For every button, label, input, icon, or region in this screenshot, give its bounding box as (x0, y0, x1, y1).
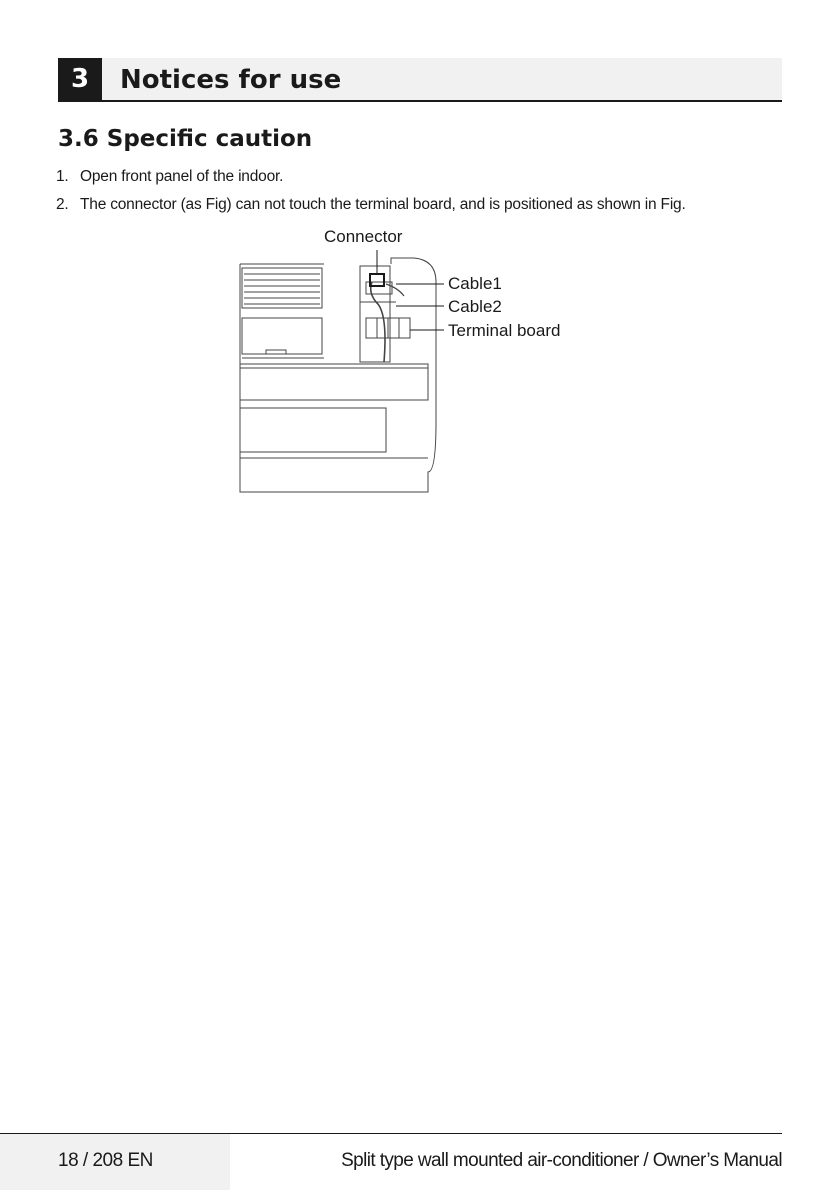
footer-document-title: Split type wall mounted air-conditioner / Owner’s Manual (341, 1150, 782, 1171)
connector-label: Connector (324, 227, 403, 246)
steps-list (56, 166, 686, 222)
list-item (56, 166, 686, 194)
chapter-title: Notices for use (120, 65, 342, 95)
cable1-label: Cable1 (448, 274, 502, 293)
footer-divider (0, 1133, 782, 1134)
list-item (56, 194, 686, 222)
step-text: The connector (as Fig) can not touch the terminal board, and is positioned as shown in Fig. (80, 196, 686, 213)
section-title: 3.6 Specific caution (58, 126, 313, 152)
chapter-header (58, 58, 782, 102)
terminal-board-label: Terminal board (448, 321, 561, 340)
chapter-number: 3 (58, 58, 102, 100)
step-text: Open front panel of the indoor. (80, 168, 284, 185)
step-number: 2. (56, 196, 69, 213)
connector-figure (236, 222, 576, 496)
step-number: 1. (56, 168, 69, 185)
footer-page-number: 18 / 208 EN (58, 1150, 153, 1171)
cable2-label: Cable2 (448, 297, 502, 316)
